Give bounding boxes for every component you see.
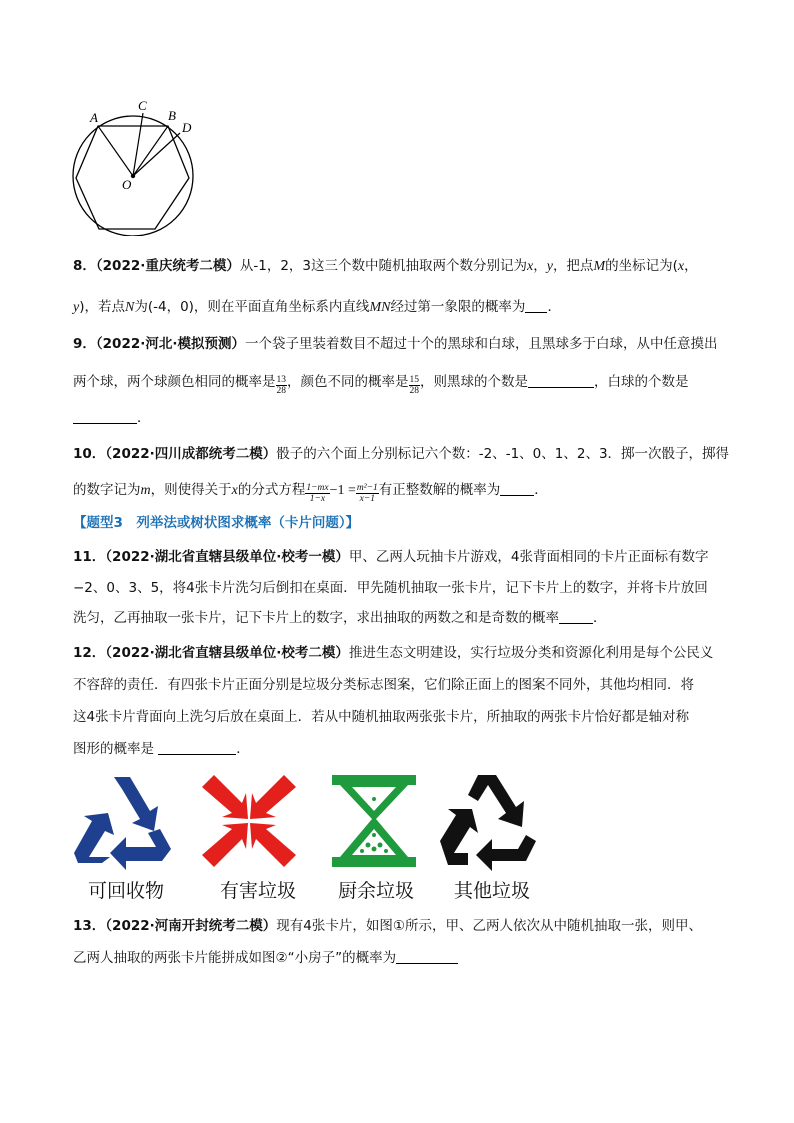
q9-line2 (73, 372, 733, 396)
label-b: B (168, 108, 176, 123)
equation-middle: −1 = (329, 483, 356, 498)
answer-blank[interactable] (500, 481, 534, 496)
var-x: x (677, 259, 685, 274)
q12-source: ．（2022·湖北省直辖县级单位·校考二模） (91, 645, 349, 661)
q8-text: 经过第一象限的概率为 (390, 299, 526, 315)
answer-blank[interactable] (528, 373, 594, 388)
q9-text: ，颜色不同的概率是 (287, 374, 409, 390)
q9-text: 一个袋子里装着数目不超过十个的黑球和白球，且黑球多于白球，从中任意摸出 (245, 336, 718, 352)
answer-blank[interactable] (73, 409, 137, 424)
q8-text: ，把点 (552, 258, 594, 274)
fraction-rhs: $\frac{\text{m²−1}}{x-1}$ (356, 483, 378, 504)
q8-line2 (73, 297, 733, 318)
q13-line1 (73, 916, 733, 936)
q10-text: 的分式方程 (237, 482, 306, 498)
q10-line1 (73, 444, 733, 464)
q10-number: 10 (73, 446, 92, 462)
q10-line2 (73, 480, 733, 504)
q13-text: 现有4张卡片，如图①所示，甲、乙两人依次从中随机抽取一张，则甲、 (276, 918, 702, 934)
q11-line3 (73, 608, 733, 628)
q8-number: 8 (73, 258, 83, 274)
var-y: y (546, 259, 553, 274)
kitchen-waste-symbol-icon (330, 773, 418, 869)
q8-text: 从-1，2，3这三个数中随机抽取两个数分别记为 (239, 258, 527, 274)
q8-line1 (73, 256, 733, 277)
answer-blank[interactable] (396, 949, 458, 964)
q11-text: ． (593, 610, 607, 626)
q10-source: ．（2022·四川成都统考二模） (91, 446, 277, 462)
q9-number: 9 (73, 336, 83, 352)
var-mn: MN (369, 300, 391, 315)
q12-line2: 不容辞的责任．有四张卡片正面分别是垃圾分类标志图案，它们除正面上的图案不同外，其他均相同．将 (73, 677, 694, 693)
q12-number: 12 (73, 645, 92, 661)
q9-line3 (73, 408, 733, 428)
q11-number: 11 (73, 549, 92, 565)
q9-text: ． (137, 410, 151, 426)
q9-text: 两个球，两个球颜色相同的概率是 (73, 374, 276, 390)
q8-text: 为(-4，0)，则在平面直角坐标系内直线 (134, 299, 370, 315)
q11-source: ．（2022·湖北省直辖县级单位·校考一模） (91, 549, 349, 565)
radius-oa (98, 126, 133, 176)
q10-text: ． (534, 482, 548, 498)
q12-line1 (73, 643, 733, 663)
var-m: M (593, 259, 606, 274)
q8-text: )，若点 (79, 299, 125, 315)
q8-text: ． (547, 299, 561, 315)
q11-line2: −2、0、3、5，将4张卡片洗匀后倒扣在桌面．甲先随机抽取一张卡片，记下卡片上的数字，并将卡片放回 (73, 580, 708, 596)
q13-line2 (73, 948, 733, 968)
label-c: C (138, 98, 147, 113)
q9-text: ，白球的个数是 (594, 374, 689, 390)
q8-text: ， (684, 258, 698, 274)
q13-text: 乙两人抽取的两张卡片能拼成如图②“小房子”的概率为 (73, 950, 397, 966)
answer-blank[interactable] (525, 298, 547, 313)
hazardous-symbol-icon (200, 773, 298, 869)
q12-text: 图形的概率是 (73, 741, 154, 757)
recyclable-symbol-icon (72, 775, 174, 871)
var-x: x (231, 483, 238, 498)
fraction-15-28: $\frac{15}{28}$ (409, 375, 419, 396)
q9-source: ．（2022·河北·模拟预测） (82, 336, 245, 352)
q8-text: 的坐标记为( (605, 258, 678, 274)
section-heading: 【题型3 列举法或树状图求概率（卡片问题）】 (73, 515, 360, 531)
q8-source: ．（2022·重庆统考二模） (82, 258, 240, 274)
answer-blank[interactable] (559, 609, 593, 624)
radius-od (133, 133, 180, 176)
q10-text: 骰子的六个面上分别标记六个数：-2、-1、0、1、2、3．掷一次骰子，掷得 (276, 446, 730, 462)
other-waste-symbol-icon (438, 773, 538, 871)
var-n: N (125, 300, 135, 315)
q13-number: 13 (73, 918, 92, 934)
label-d: D (182, 120, 192, 135)
kitchen-waste-label: 厨余垃圾 (337, 880, 414, 902)
answer-blank[interactable] (158, 740, 236, 755)
fraction-13-28: $\frac{13}{28}$ (276, 375, 286, 396)
q10-text: 有正整数解的概率为 (378, 482, 501, 498)
q11-line1 (73, 547, 733, 567)
recyclable-label: 可回收物 (87, 880, 164, 902)
q11-text: 洗匀，乙再抽取一张卡片，记下卡片上的数字，求出抽取的两数之和是奇数的概率 (73, 610, 559, 626)
q10-text: ，则使得关于 (150, 482, 232, 498)
var-y: y (73, 300, 80, 315)
q8-text: ， (533, 258, 547, 274)
other-waste-label: 其他垃圾 (453, 880, 530, 902)
q13-source: ．（2022·河南开封统考二模） (91, 918, 277, 934)
hazardous-label: 有害垃圾 (219, 880, 296, 902)
pentagon-circle-figure (62, 96, 207, 236)
q12-text: ． (236, 741, 250, 757)
label-a: A (90, 110, 98, 125)
q12-line3: 这4张卡片背面向上洗匀后放在桌面上．若从中随机抽取两张张卡片，所抽取的两张卡片恰好都是轴对称 (73, 709, 690, 725)
var-x: x (527, 259, 534, 274)
center-point (131, 174, 135, 178)
q12-line4 (73, 739, 733, 759)
radius-ob (133, 126, 168, 176)
q12-text: 推进生态文明建设，实行垃圾分类和资源化利用是每个公民义 (348, 645, 714, 661)
q9-text: ，则黑球的个数是 (420, 374, 528, 390)
label-o: O (122, 177, 132, 192)
q11-text: 甲、乙两人玩抽卡片游戏，4张背面相同的卡片正面标有数字 (348, 549, 709, 565)
fraction-lhs: $\frac{1-mx}{1-x}$ (306, 483, 329, 504)
var-m: m (140, 483, 151, 498)
q10-text: 的数字记为 (73, 482, 141, 498)
radius-oc (133, 113, 143, 176)
q9-line1 (73, 334, 733, 354)
